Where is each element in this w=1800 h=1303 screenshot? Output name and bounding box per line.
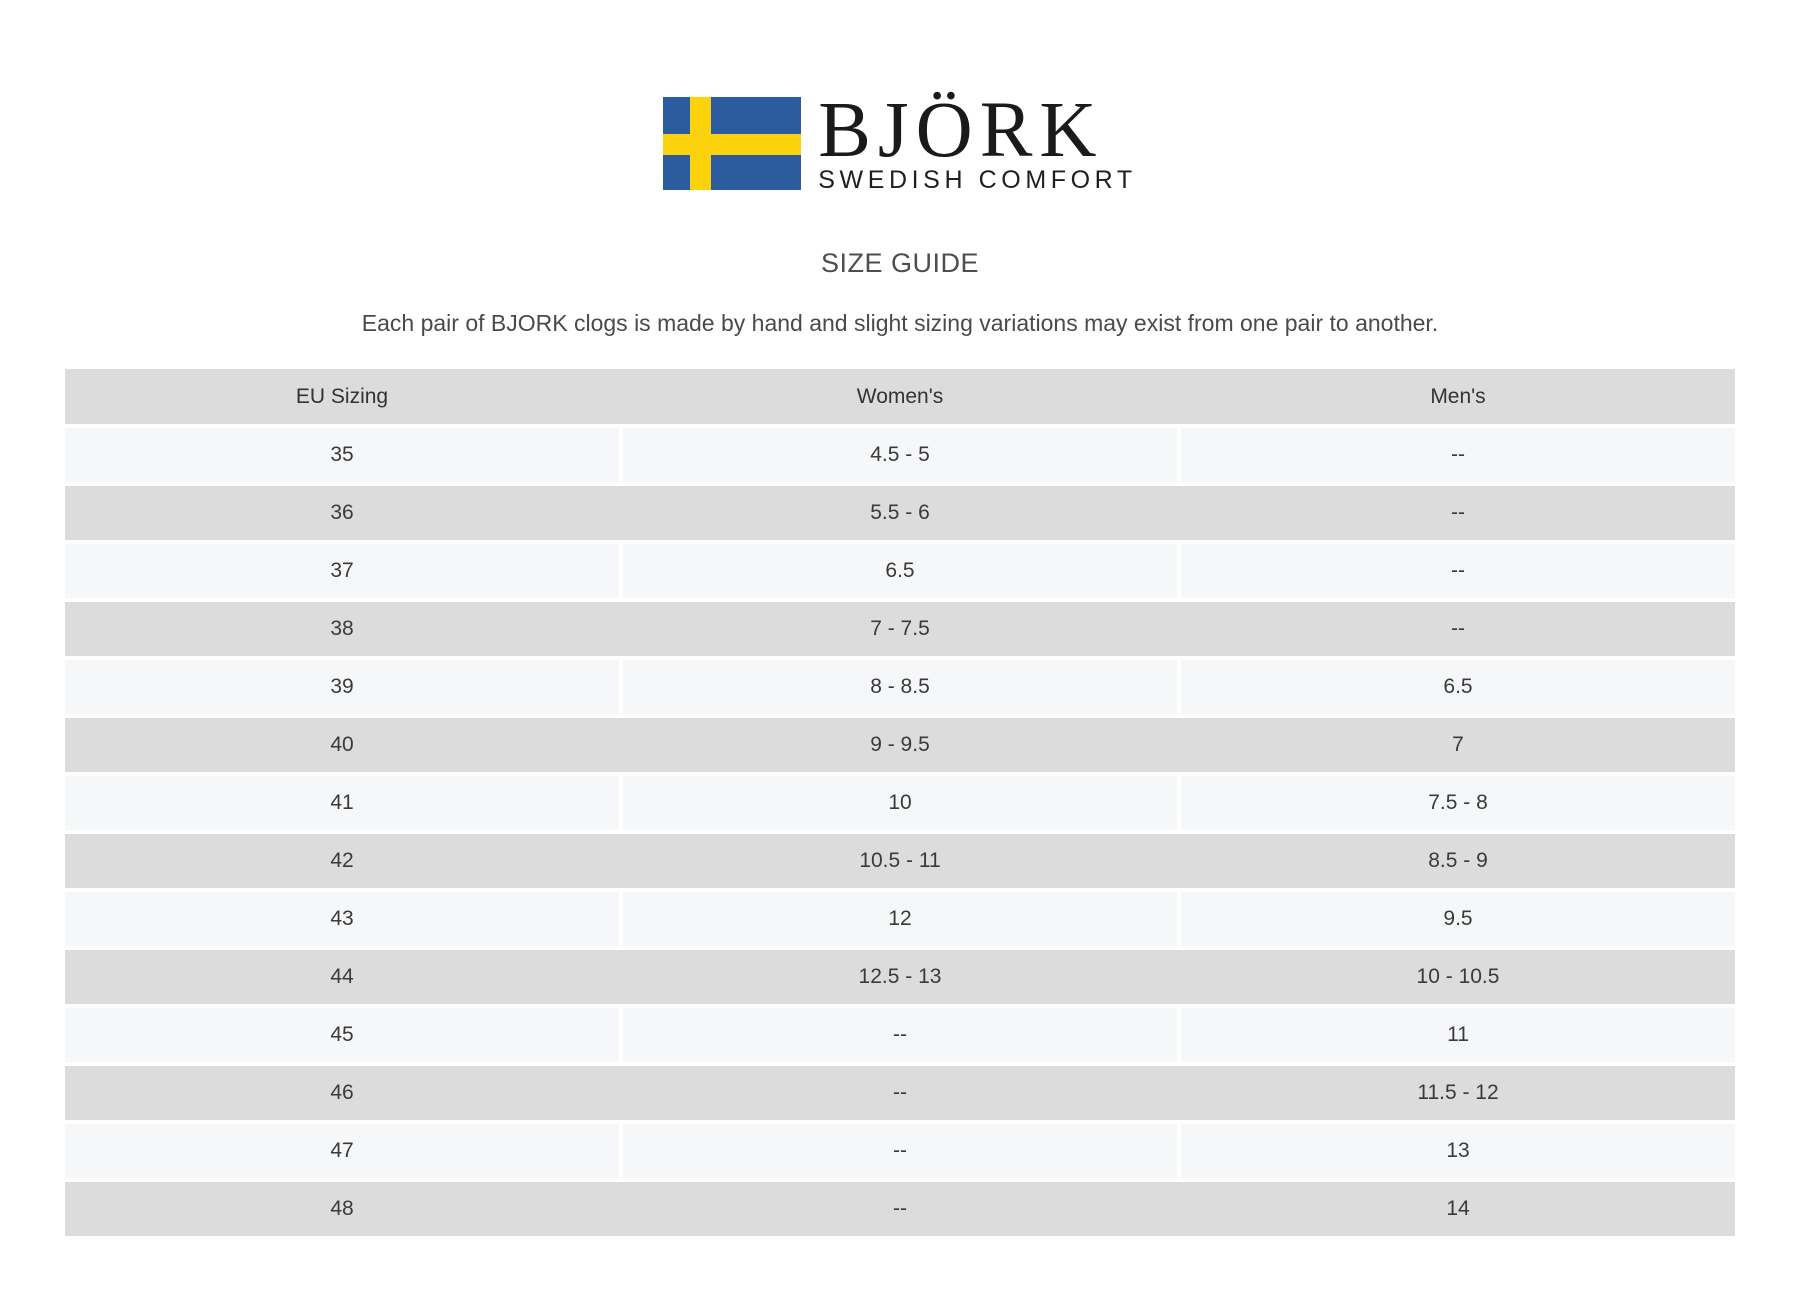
table-cell-eu: 47	[65, 1124, 619, 1178]
table-cell-mens: --	[1181, 428, 1735, 482]
table-cell-mens: 7	[1181, 718, 1735, 772]
table-cell-eu: 43	[65, 892, 619, 946]
brand-logo	[0, 0, 1800, 193]
table-cell-eu: 35	[65, 428, 619, 482]
table-cell-eu: 42	[65, 834, 619, 888]
table-row	[65, 428, 1735, 482]
brand-tagline: SWEDISH COMFORT	[818, 166, 1137, 194]
table-cell-eu: 36	[65, 486, 619, 540]
flag-cross-horizontal	[663, 134, 801, 155]
table-cell-womens: 9 - 9.5	[623, 718, 1177, 772]
brand-name: BJÖRK	[818, 87, 1104, 174]
table-row	[65, 1008, 1735, 1062]
table-row	[65, 1124, 1735, 1178]
table-cell-mens: --	[1181, 602, 1735, 656]
table-cell-womens: --	[623, 1008, 1177, 1062]
table-row	[65, 892, 1735, 946]
table-cell-womens: 12	[623, 892, 1177, 946]
table-cell-eu: 37	[65, 544, 619, 598]
table-cell-womens: 10.5 - 11	[623, 834, 1177, 888]
size-guide-table	[65, 369, 1735, 1236]
table-cell-eu: 38	[65, 602, 619, 656]
table-row	[65, 1066, 1735, 1120]
table-row	[65, 776, 1735, 830]
table-cell-mens: 14	[1181, 1182, 1735, 1236]
table-cell-mens: 10 - 10.5	[1181, 950, 1735, 1004]
page-subtitle: Each pair of BJORK clogs is made by hand and slight sizing variations may exist from one pair to another.	[361, 310, 1439, 336]
table-cell-womens: --	[623, 1066, 1177, 1120]
table-cell-eu: 41	[65, 776, 619, 830]
table-cell-womens: 10	[623, 776, 1177, 830]
table-cell-mens: --	[1181, 544, 1735, 598]
table-row	[65, 660, 1735, 714]
table-cell-womens: 8 - 8.5	[623, 660, 1177, 714]
table-body	[65, 428, 1735, 1236]
table-cell-womens: 12.5 - 13	[623, 950, 1177, 1004]
table-cell-eu: 39	[65, 660, 619, 714]
table-cell-eu: 44	[65, 950, 619, 1004]
brand-text-block	[818, 87, 1137, 194]
table-cell-mens: 11	[1181, 1008, 1735, 1062]
table-cell-mens: 7.5 - 8	[1181, 776, 1735, 830]
table-cell-mens: 11.5 - 12	[1181, 1066, 1735, 1120]
table-header-row	[65, 369, 1735, 424]
table-cell-womens: 4.5 - 5	[623, 428, 1177, 482]
column-header-mens: Men's	[1181, 369, 1735, 424]
table-cell-womens: --	[623, 1182, 1177, 1236]
table-cell-mens: 13	[1181, 1124, 1735, 1178]
table-row	[65, 602, 1735, 656]
table-cell-womens: 5.5 - 6	[623, 486, 1177, 540]
table-cell-mens: 9.5	[1181, 892, 1735, 946]
swedish-flag-icon	[663, 97, 801, 190]
table-cell-eu: 48	[65, 1182, 619, 1236]
table-row	[65, 486, 1735, 540]
table-cell-womens: 7 - 7.5	[623, 602, 1177, 656]
table-cell-eu: 46	[65, 1066, 619, 1120]
table-cell-mens: --	[1181, 486, 1735, 540]
table-cell-eu: 45	[65, 1008, 619, 1062]
table-cell-womens: --	[623, 1124, 1177, 1178]
table-row	[65, 834, 1735, 888]
column-header-womens: Women's	[623, 369, 1177, 424]
table-cell-eu: 40	[65, 718, 619, 772]
page-title: SIZE GUIDE	[820, 248, 980, 278]
table-row	[65, 1182, 1735, 1236]
table-row	[65, 718, 1735, 772]
table-cell-mens: 8.5 - 9	[1181, 834, 1735, 888]
table-cell-womens: 6.5	[623, 544, 1177, 598]
table-row	[65, 950, 1735, 1004]
column-header-eu-sizing: EU Sizing	[65, 369, 619, 424]
table-cell-mens: 6.5	[1181, 660, 1735, 714]
table-row	[65, 544, 1735, 598]
